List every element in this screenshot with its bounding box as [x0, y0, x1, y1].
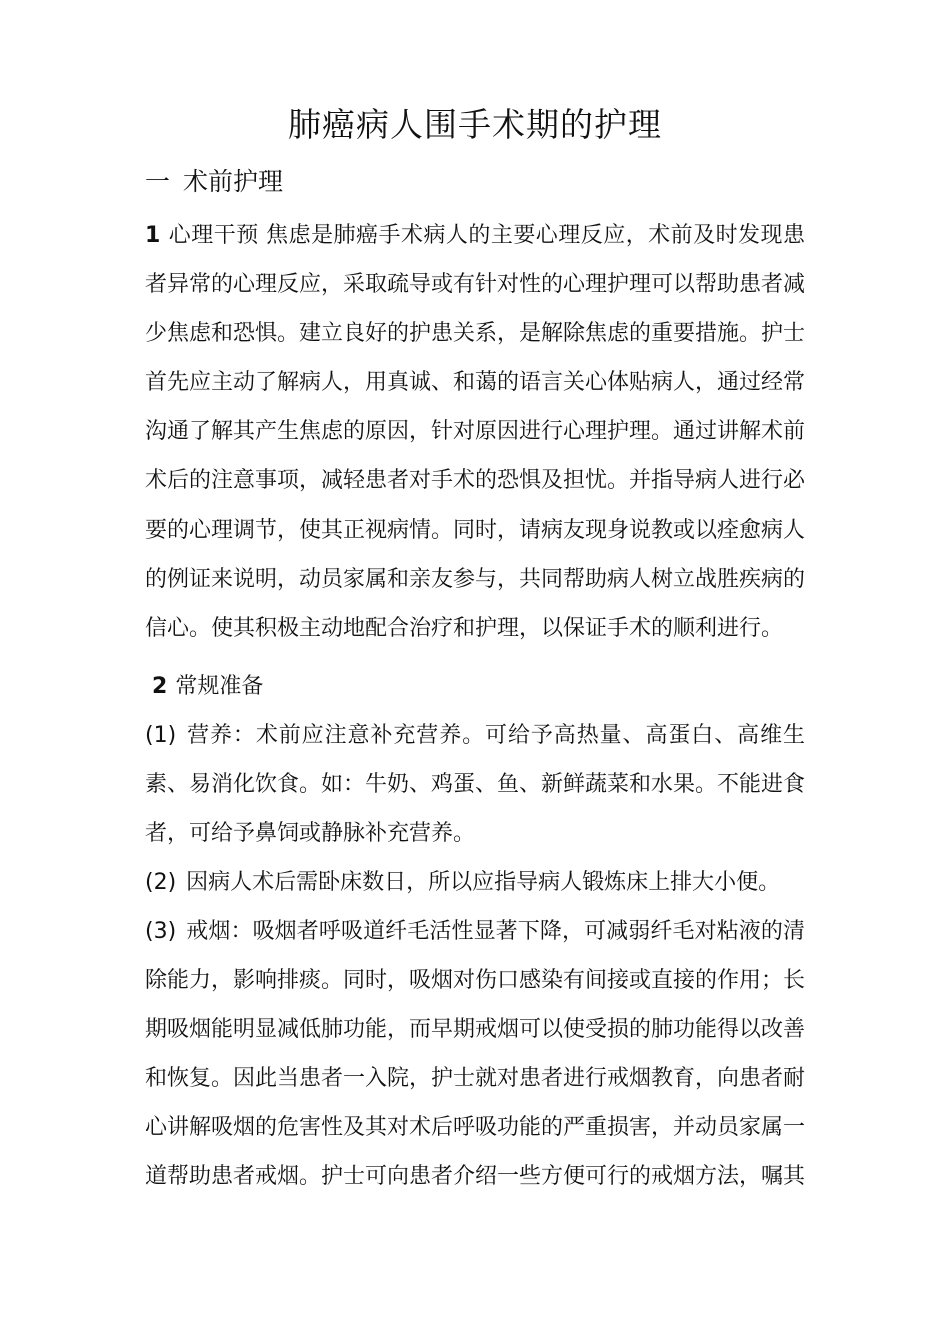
list-item-bed-training — [145, 858, 805, 907]
item-number: 2 — [152, 674, 168, 699]
section-heading — [145, 162, 283, 202]
item-number: 1 — [145, 223, 161, 248]
subheading-text: 常规准备 — [175, 674, 264, 699]
list-marker: (1) — [145, 723, 177, 748]
list-marker: (2) — [145, 870, 177, 895]
list-item-quit-smoking — [145, 907, 805, 1202]
paragraph-psychological-intervention — [145, 211, 805, 653]
list-item-nutrition — [145, 711, 805, 858]
list-item-text: 戒烟：吸烟者呼吸道纤毛活性显著下降，可减弱纤毛对粘液的清除能力，影响排痰。同时，吸烟对伤口感染有间接或直接的作用；长期吸烟能明显减低肺功能，而早期戒烟可以使受损的肺功能得以改善和恢复。因此当患者一入院，护士就对患者进行戒烟教育，向患者耐心讲解吸烟的危害性及其对术后呼吸功能的严重损害，并动员家属一道帮助患者戒烟。护士可向患者介绍一些方便可行的戒烟方法，嘱其 — [145, 919, 806, 1190]
paragraph-text: 心理干预 焦虑是肺癌手术病人的主要心理反应，术前及时发现患者异常的心理反应，采取疏导或有针对性的心理护理可以帮助患者减少焦虑和恐惧。建立良好的护患关系，是解除焦虑的重要措施。护士首先应主动了解病人，用真诚、和蔼的语言关心体贴病人，通过经常沟通了解其产生焦虑的原因，针对原因进行心理护理。通过讲解术前术后的注意事项，减轻患者对手术的恐惧及担忧。并指导病人进行必要的心理调节，使其正视病情。同时，请病友现身说教或以痊愈病人的例证来说明，动员家属和亲友参与，共同帮助病人树立战胜疾病的信心。使其积极主动地配合治疗和护理，以保证手术的顺利进行。 — [145, 223, 806, 641]
list-item-text: 营养：术前应注意补充营养。可给予高热量、高蛋白、高维生素、易消化饮食。如：牛奶、鸡蛋、鱼、新鲜蔬菜和水果。不能进食者，可给予鼻饲或静脉补充营养。 — [145, 723, 806, 847]
list-item-text: 因病人术后需卧床数日，所以应指导病人锻炼床上排大小便。 — [186, 870, 781, 895]
section-number: 一 — [145, 167, 171, 196]
subheading-routine-preparation — [152, 662, 812, 711]
document-title: 肺癌病人围手术期的护理 — [288, 105, 662, 144]
section-title: 术前护理 — [183, 167, 284, 196]
list-marker: (3) — [145, 919, 177, 944]
